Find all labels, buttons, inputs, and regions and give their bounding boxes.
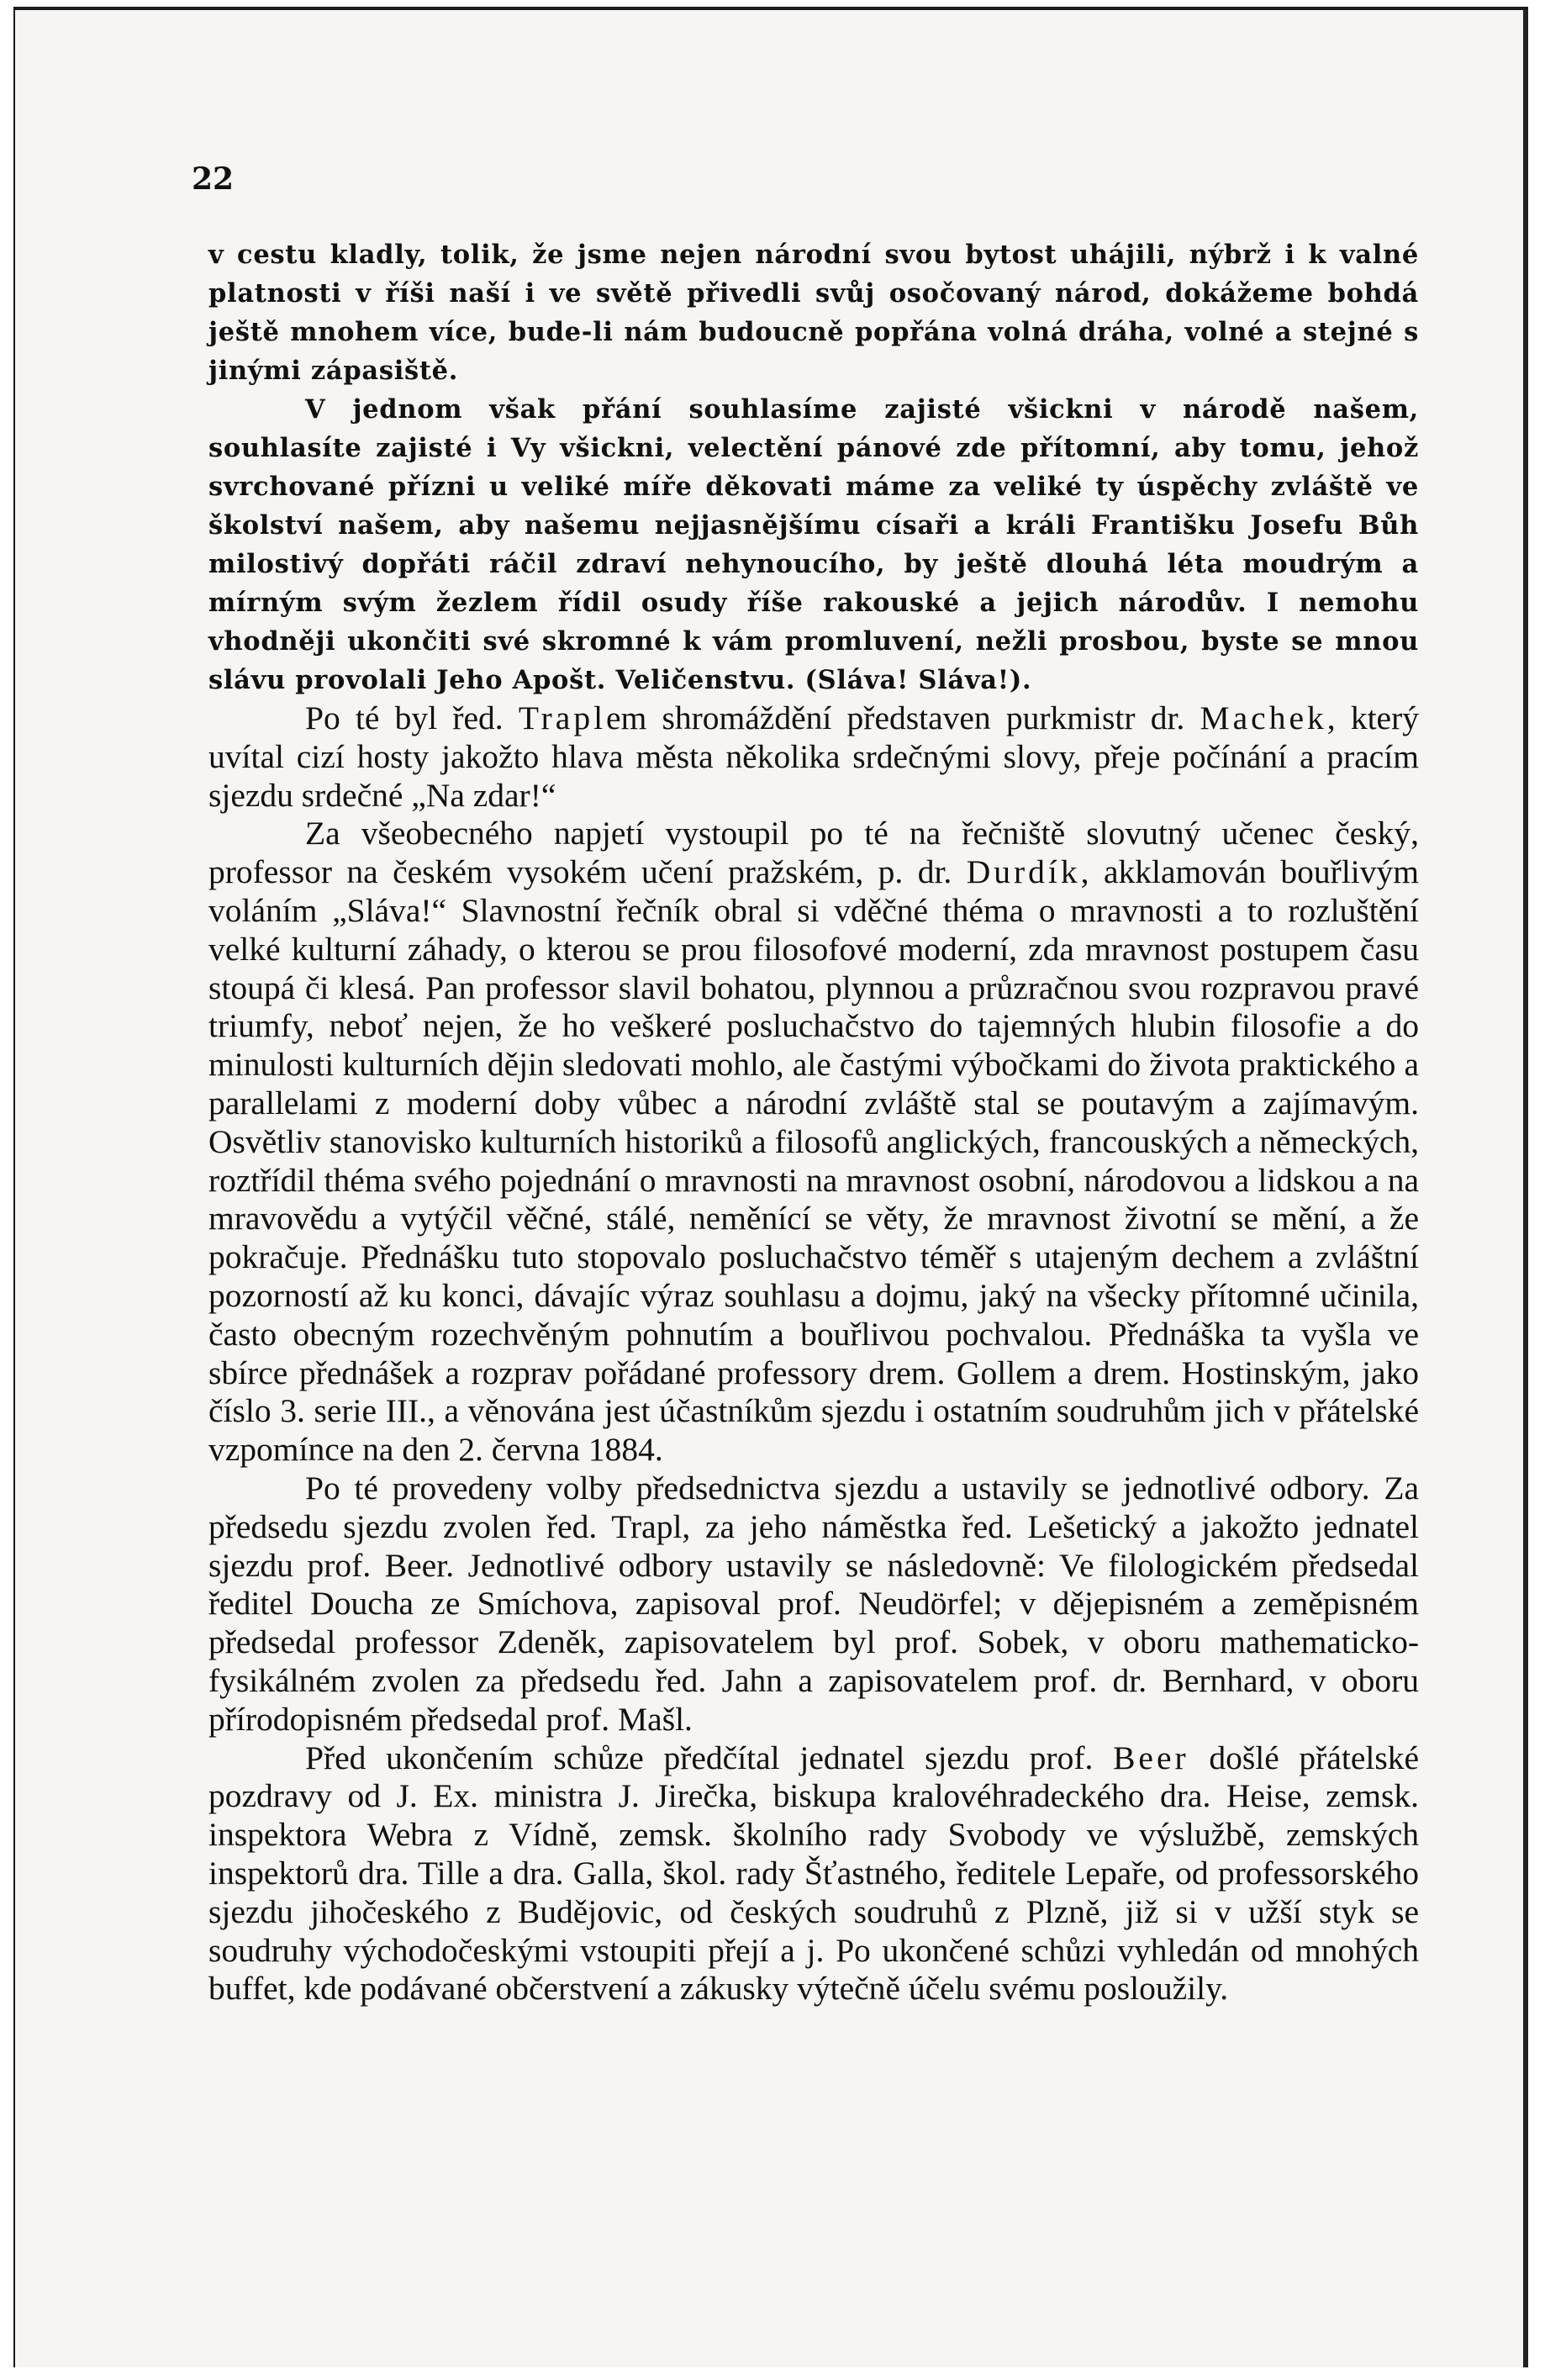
page-number: 22 <box>192 161 235 197</box>
page-body <box>208 235 1419 2008</box>
text-run: , akklamován bouřlivým voláním „Sláva!“ Slavnostní řečník obral si vděčné théma o mravnosti a to rozluštění velké kulturní záhady, o kterou se prou filosofové moderní, zda mravnost postupem času stoupá či klesá. Pan professor slavil bohatou, plynnou a průzračnou svou rozpravou pravé triumfy, neboť nejen, že ho veškeré posluchačstvo do tajemných hlubin filosofie a do minulosti kulturních dějin sledovati mohlo, ale častými výbočkami do života praktického a parallelami z moderní doby vůbec a národní zvláště stal se poutavým a zajímavým. Osvětliv stanovisko kulturních historiků a filosofů anglických, francouských a německých, roztřídil théma svého pojednání o mravnosti na mravnost osobní, národovou a lidskou a na mravovědu a vytýčil věčné, stálé, neměnící se věty, že mravnost životní se mění, a že pokračuje. Přednášku tuto stopovalo posluchačstvo téměř s utajeným dechem a zvláštní pozorností až ku konci, dávajíc výraz souhlasu a dojmu, jaký na všecky přítomné učinila, často obecným rozechvěným pohnutím a bouřlivou pochvalou. Přednáška ta vyšla ve sbírce přednášek a rozprav pořádané professory drem. Gollem a drem. Hostinským, jako číslo 3. serie III., a věnována jest účastníkům sjezdu i ostatním soudruhům jich v přátelské vzpomínce na den 2. června 1884. <box>208 853 1420 1469</box>
text-run: em shromáždění představen purkmistr dr. <box>606 699 1200 736</box>
paragraph-report-2 <box>208 815 1419 1470</box>
report-text-block <box>208 699 1419 2008</box>
text-run: Po té byl řed. <box>305 699 519 736</box>
name-spaced: Durdík <box>966 853 1081 891</box>
speech-text-block <box>208 235 1419 699</box>
scanned-page <box>13 7 1528 2367</box>
text-run: došlé přátelské pozdravy od J. Ex. ministra J. Jirečka, biskupa kralovéhradeckého dra. Heise, zemsk. inspektora Webra z Vídně, zemsk. školního rady Svobody ve výslužbě, zemských inspektorů dra. Tille a dra. Galla, škol. rady Šťastného, ředitele Lepaře, od professorského sjezdu jihočeského z Budějovic, od českých soudruhů z Plzně, již si v užší styk se soudruhy východočeskými vstoupiti přejí a j. Po ukončené schůzi vyhledán od mnohých buffet, kde podávané občerstvení a zákusky výtečně účelu svému posloužily. <box>208 1739 1420 2008</box>
name-spaced: Machek <box>1200 699 1327 736</box>
paragraph-report-3: Po té provedeny volby předsednictva sjezdu a ustavily se jednotlivé odbory. Za předsedu sjezdu zvolen řed. Trapl, za jeho náměstka řed. Lešetický a jakožto jednatel sjezdu prof. Beer. Jednotlivé odbory ustavily se následovně: Ve filologickém předsedal ředitel Doucha ze Smíchova, zapisoval prof. Neudörfel; v dějepisném a zeměpisném předsedal professor Zdeněk, zapisovatelem byl prof. Sobek, v oboru mathematicko-fysikálném zvolen za předsedu řed. Jahn a zapisovatelem prof. dr. Bernhard, v oboru přírodopisném předsedal prof. Mašl. <box>208 1469 1419 1738</box>
page-edge-shadow <box>1523 10 1528 2367</box>
text-run: , který uvítal cizí hosty jakožto hlava města několika srdečnými slovy, přeje počínání a pracím sjezdu srdečné „Na zdar!“ <box>208 699 1419 814</box>
name-spaced: Trapl <box>518 699 607 736</box>
paragraph-speech-1: v cestu kladly, tolik, že jsme nejen národní svou bytost uhájili, nýbrž i k valné platnosti v říši naší i ve světě přivedli svůj osočovaný národ, dokážeme bohdá ještě mnohem více, bude-li nám budoucně popřána volná dráha, volné a stejné s jinými zápasiště. <box>208 240 1419 386</box>
name-spaced: Beer <box>1113 1739 1189 1776</box>
text-run: Před ukončením schůze předčítal jednatel sjezdu prof. <box>305 1739 1114 1776</box>
paragraph-report-4 <box>208 1739 1419 2009</box>
text-run: Za všeobecného napjetí vystoupil po té na řečniště slovutný učenec český, professor na českém vysokém učení pražském, p. dr. <box>208 815 1419 891</box>
paragraph-speech-2: V jednom však přání souhlasíme zajisté všickni v národě našem, souhlasíte zajisté i Vy všickni, velectění pánové zde přítomní, aby tomu, jehož svrchované přízni u veliké míře děkovati máme za veliké ty úspěchy zvláště ve školství našem, aby našemu nejjasnějšímu císaři a králi Františku Josefu Bůh milostivý dopřáti ráčil zdraví nehynoucího, by ještě dlouhá léta moudrým a mírným svým žezlem řídil osudy říše rakouské a jejich národův. I nemohu vhodněji ukončiti své skromné k vám promluvení, nežli prosbou, byste se mnou slávu provolali Jeho Apošt. Veličenstvu. (Sláva! Sláva!). <box>208 394 1419 695</box>
paragraph-report-1 <box>208 699 1419 815</box>
